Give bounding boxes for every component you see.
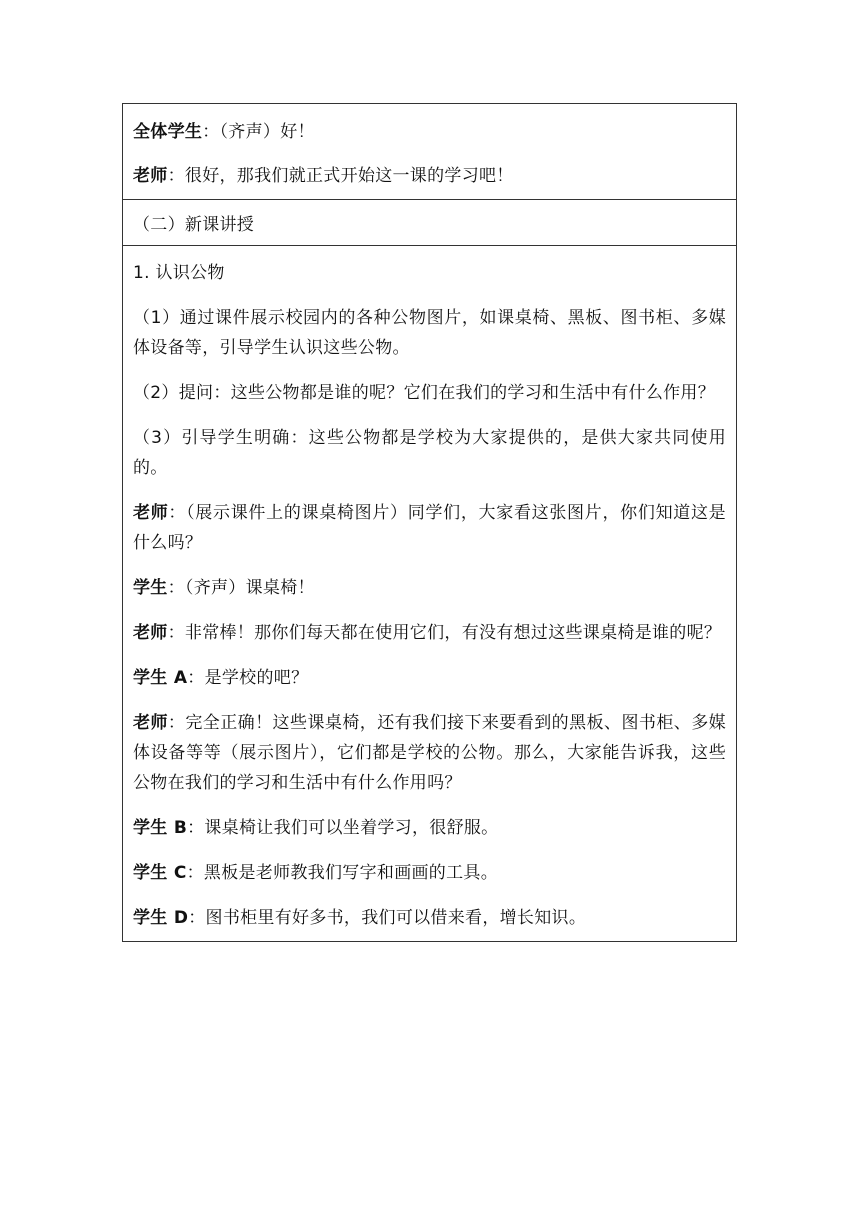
dialogue-line: 学生 A：是学校的吧？	[133, 668, 309, 688]
content-paragraph: （3）引导学生明确：这些公物都是学校为大家提供的，是供大家共同使用的。	[133, 428, 726, 478]
speaker-label: 老师	[133, 713, 168, 733]
lesson-table	[122, 103, 737, 942]
dialogue-line: 学生 C：黑板是老师教我们写字和画画的工具。	[133, 863, 499, 883]
dialogue-line: 学生 B：课桌椅让我们可以坐着学习，很舒服。	[133, 818, 499, 838]
speaker-label: 学生 A	[133, 668, 188, 688]
dialogue-text: ：（齐声）好！	[202, 122, 315, 142]
section-heading: （二）新课讲授	[133, 215, 255, 235]
speaker-label: 学生 C	[133, 863, 187, 883]
dialogue-line: 学生 D：图书柜里有好多书，我们可以借来看，增长知识。	[133, 908, 587, 928]
dialogue-text: ：很好，那我们就正式开始这一课的学习吧！	[167, 166, 514, 186]
lesson-content-cell	[123, 246, 736, 941]
section-heading-cell	[123, 200, 736, 246]
dialogue-line: 老师：非常棒！那你们每天都在使用它们，有没有想过这些课桌椅是谁的呢？	[133, 623, 722, 643]
dialogue-line: 学生：（齐声）课桌椅！	[133, 578, 315, 598]
dialogue-line: 老师：完全正确！这些课桌椅，还有我们接下来要看到的黑板、图书柜、多媒体设备等等（展示图片），它们都是学校的公物。那么，大家能告诉我，这些公物在我们的学习和生活中有什么作用吗？	[133, 713, 726, 793]
dialogue-line: 老师：（展示课件上的课桌椅图片）同学们，大家看这张图片，你们知道这是什么吗？	[133, 503, 726, 553]
dialogue-line	[133, 161, 726, 191]
speaker-label: 学生 D	[133, 908, 189, 928]
content-paragraph: 1. 认识公物	[133, 263, 225, 283]
dialogue-cell-opening	[123, 104, 736, 200]
dialogue-line	[133, 117, 726, 147]
speaker-label: 老师	[133, 623, 168, 643]
content-paragraph: （2）提问：这些公物都是谁的呢？它们在我们的学习和生活中有什么作用？	[133, 383, 716, 403]
speaker-label: 老师	[133, 166, 168, 186]
speaker-label: 老师	[133, 503, 169, 523]
speaker-label: 全体学生	[133, 122, 203, 142]
content-paragraph: （1）通过课件展示校园内的各种公物图片，如课桌椅、黑板、图书柜、多媒体设备等，引导学生认识这些公物。	[133, 308, 726, 358]
speaker-label: 学生	[133, 578, 168, 598]
speaker-label: 学生 B	[133, 818, 188, 838]
